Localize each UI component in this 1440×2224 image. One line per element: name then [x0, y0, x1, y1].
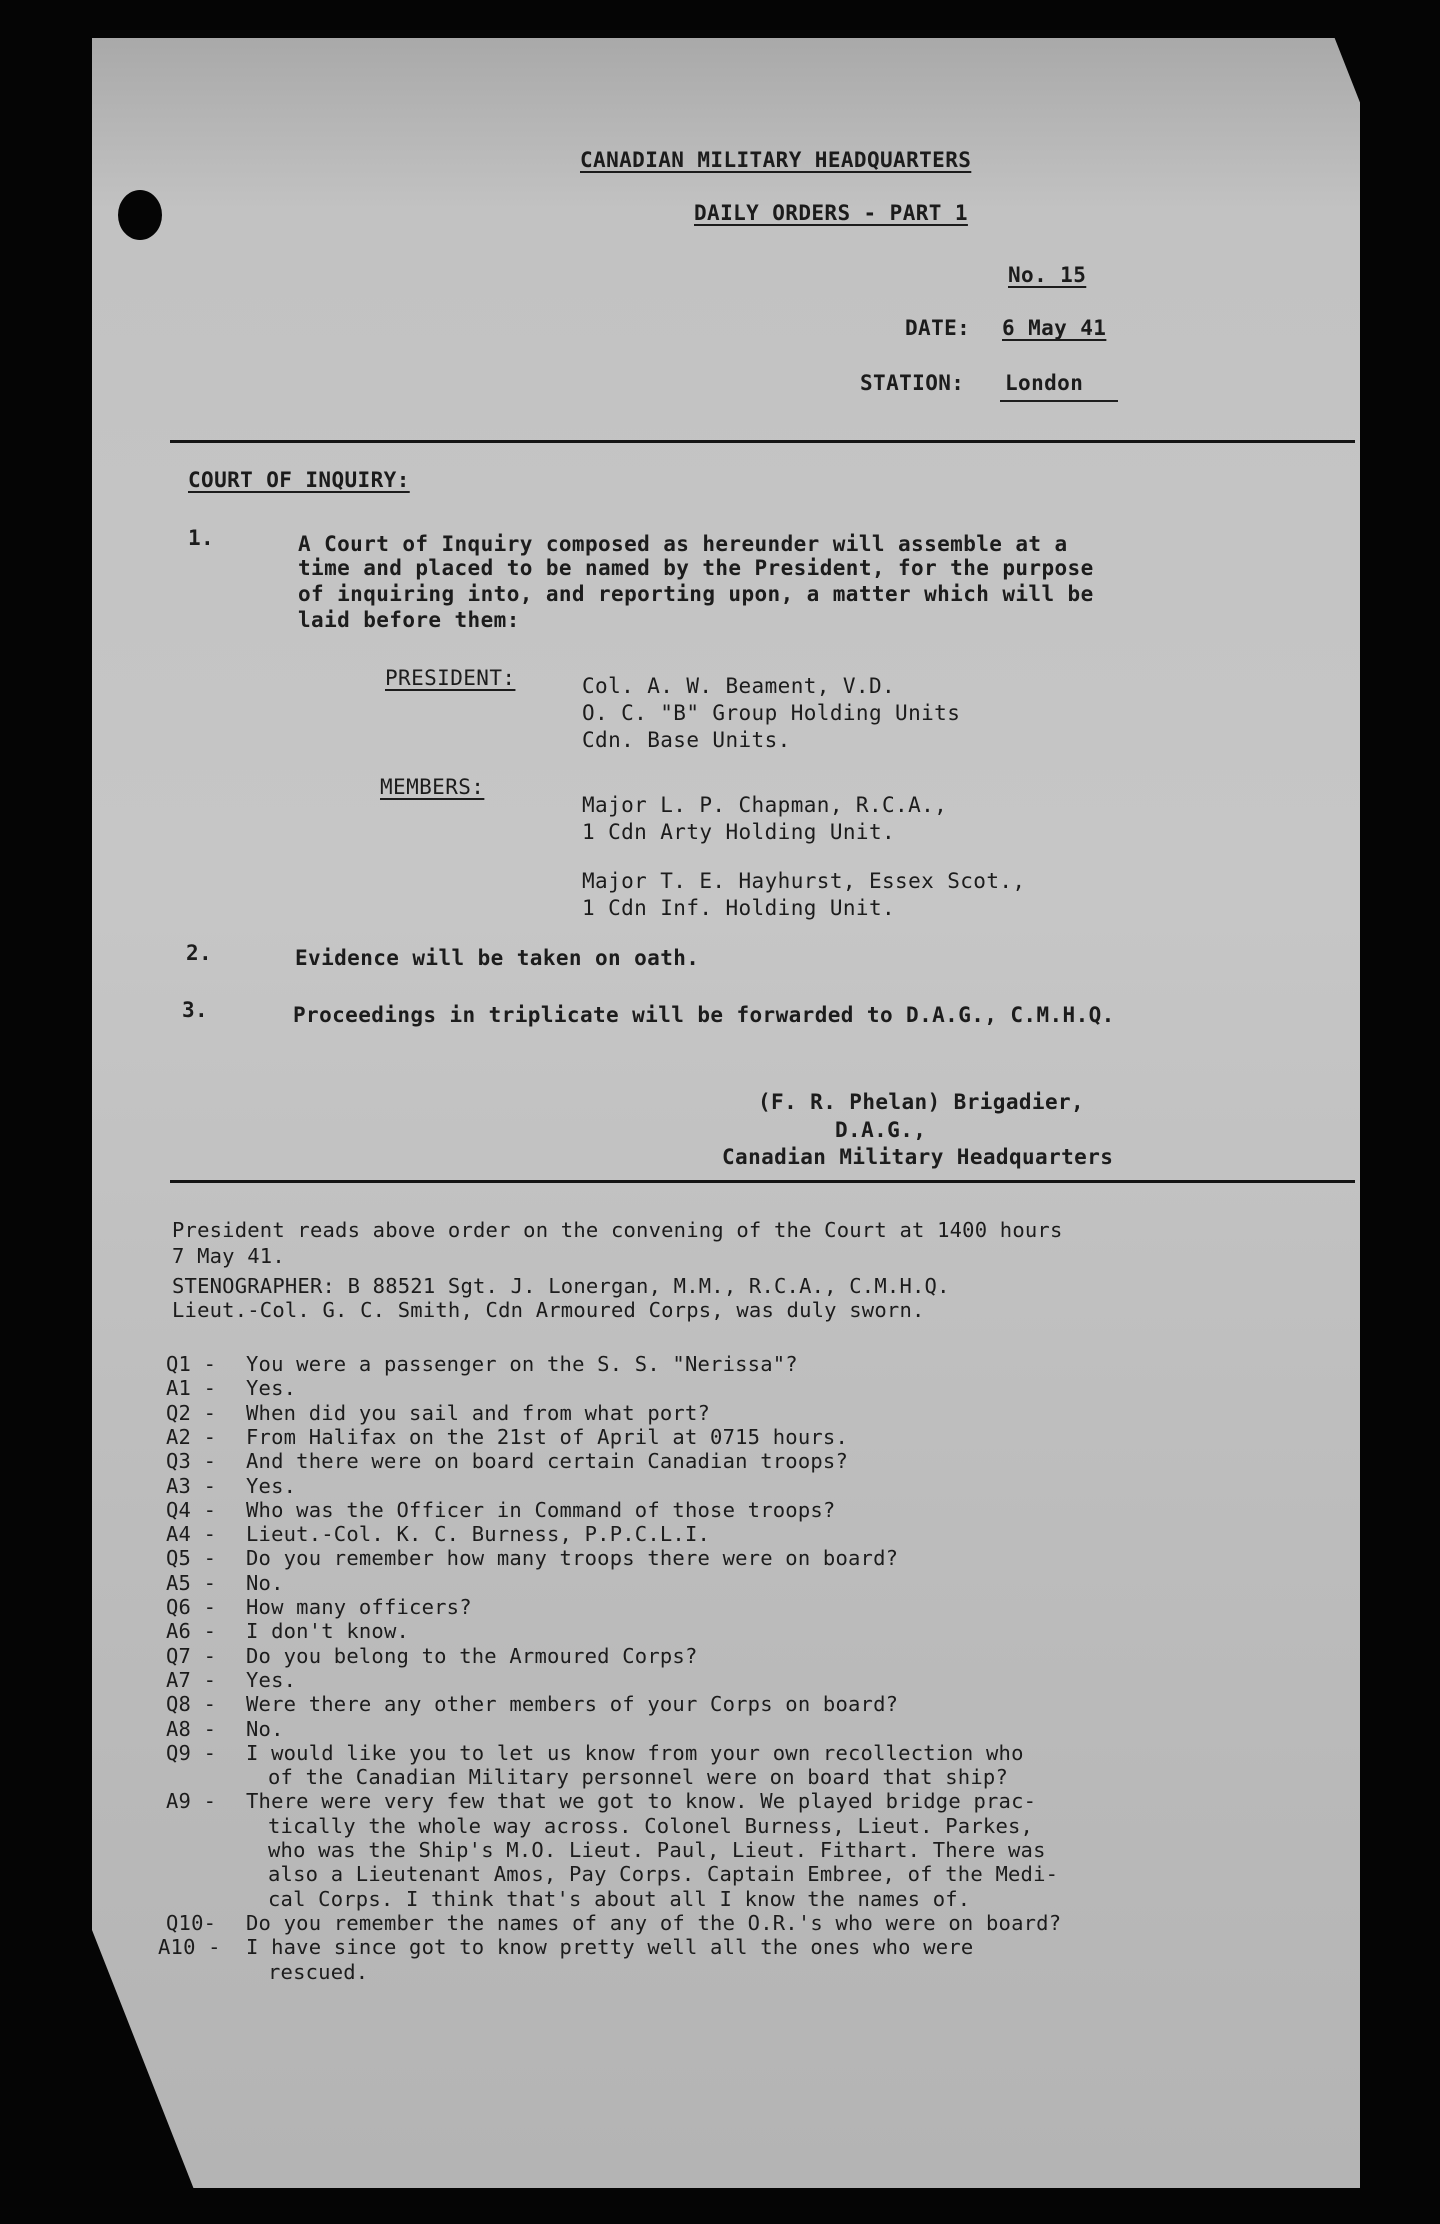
para1-line-3: of inquiring into, and reporting upon, a matter which will be [298, 582, 1094, 606]
para3-text: Proceedings in triplicate will be forwarded to D.A.G., C.M.H.Q. [293, 1003, 1115, 1027]
date-label: DATE: [905, 316, 971, 340]
para1-number: 1. [188, 526, 215, 550]
qa-tag: A5 - [166, 1570, 217, 1595]
signature-line-2: D.A.G., [835, 1118, 927, 1142]
station-label: STATION: [860, 371, 965, 395]
president-line-3: Cdn. Base Units. [582, 728, 791, 752]
qa-text-line: And there were on board certain Canadian troops? [246, 1449, 849, 1474]
member2-line-1: Major T. E. Hayhurst, Essex Scot., [582, 869, 1026, 893]
qa-tag: A10 - [158, 1935, 221, 1960]
qa-tag: Q9 - [166, 1740, 217, 1765]
president-label: PRESIDENT: [385, 666, 516, 690]
para1-line-4: laid before them: [298, 608, 520, 632]
qa-tag: A8 - [166, 1716, 217, 1741]
qa-tag: Q1 - [166, 1352, 217, 1376]
qa-tag: A7 - [166, 1667, 217, 1692]
qa-text-line: Who was the Officer in Command of those troops? [246, 1497, 836, 1522]
document-subtitle: DAILY ORDERS - PART 1 [694, 201, 968, 225]
intro-line-1: President reads above order on the convening of the Court at 1400 hours [172, 1218, 1063, 1242]
qa-tag: Q10- [166, 1910, 217, 1935]
qa-text-line: tically the whole way across. Colonel Burness, Lieut. Parkes, [268, 1813, 1034, 1838]
qa-text-line: rescued. [268, 1959, 369, 1984]
qa-tag: Q7 - [166, 1643, 217, 1668]
intro-line-4: Lieut.-Col. G. C. Smith, Cdn Armoured Corps, was duly sworn. [172, 1298, 925, 1322]
station-underline [1000, 400, 1118, 402]
qa-text-line: How many officers? [246, 1595, 472, 1619]
qa-text-line: Do you remember the names of any of the O.R.'s who were on board? [246, 1910, 1062, 1935]
members-label: MEMBERS: [380, 775, 485, 799]
para1-line-1: A Court of Inquiry composed as hereunder will assemble at a [298, 532, 1068, 556]
para1-line-2: time and placed to be named by the President, for the purpose [298, 556, 1094, 580]
qa-tag: Q2 - [166, 1400, 217, 1425]
qa-text-line: I have since got to know pretty well all the ones who were [246, 1935, 974, 1960]
header-rule [170, 440, 1355, 443]
intro-line-2: 7 May 41. [172, 1244, 285, 1268]
qa-text-line: cal Corps. I think that's about all I know the names of. [268, 1886, 971, 1911]
qa-text-line: Yes. [246, 1473, 297, 1498]
qa-tag: A3 - [166, 1473, 217, 1498]
qa-text-line: No. [246, 1716, 284, 1741]
qa-tag: A9 - [166, 1789, 217, 1814]
qa-text-line: No. [246, 1570, 284, 1595]
qa-text-line: Yes. [246, 1667, 297, 1692]
para2-number: 2. [186, 941, 213, 965]
qa-text-line: You were a passenger on the S. S. "Nerissa"? [246, 1352, 798, 1376]
qa-text-line: When did you sail and from what port? [246, 1400, 711, 1425]
qa-text-line: Yes. [246, 1376, 297, 1401]
qa-tag: A1 - [166, 1376, 217, 1401]
member1-line-1: Major L. P. Chapman, R.C.A., [582, 793, 948, 817]
qa-tag: Q6 - [166, 1595, 217, 1619]
order-end-rule [170, 1180, 1355, 1183]
qa-tag: A2 - [166, 1424, 217, 1449]
qa-text-line: There were very few that we got to know. We played bridge prac- [246, 1789, 1037, 1814]
qa-text-line: who was the Ship's M.O. Lieut. Paul, Lieut. Fithart. There was [268, 1838, 1046, 1862]
qa-text-line: I don't know. [246, 1619, 410, 1644]
signature-line-1: (F. R. Phelan) Brigadier, [758, 1090, 1085, 1114]
signature-line-3: Canadian Military Headquarters [722, 1145, 1114, 1169]
qa-tag: A6 - [166, 1619, 217, 1644]
qa-text-line: I would like you to let us know from your own recollection who [246, 1740, 1024, 1765]
qa-text-line: From Halifax on the 21st of April at 0715 hours. [246, 1424, 849, 1449]
qa-text-line: of the Canadian Military personnel were on board that ship? [268, 1765, 1008, 1790]
president-line-1: Col. A. W. Beament, V.D. [582, 674, 896, 698]
document-title: CANADIAN MILITARY HEADQUARTERS [580, 148, 972, 172]
member1-line-2: 1 Cdn Arty Holding Unit. [582, 820, 896, 844]
qa-tag: A4 - [166, 1522, 217, 1547]
qa-text-line: Do you belong to the Armoured Corps? [246, 1643, 698, 1668]
date-value: 6 May 41 [1002, 316, 1107, 340]
president-line-2: O. C. "B" Group Holding Units [582, 701, 961, 725]
punch-hole [118, 190, 162, 240]
qa-text-line: Were there any other members of your Corps on board? [246, 1692, 899, 1717]
para2-text: Evidence will be taken on oath. [295, 946, 700, 970]
qa-tag: Q3 - [166, 1449, 217, 1474]
order-number: No. 15 [1008, 263, 1087, 287]
section-heading: COURT OF INQUIRY: [188, 468, 410, 492]
qa-tag: Q4 - [166, 1497, 217, 1522]
intro-line-3: STENOGRAPHER: B 88521 Sgt. J. Lonergan, M.M., R.C.A., C.M.H.Q. [172, 1274, 950, 1298]
qa-tag: Q8 - [166, 1692, 217, 1717]
qa-text-line: also a Lieutenant Amos, Pay Corps. Captain Embree, of the Medi- [268, 1862, 1059, 1887]
qa-text-line: Lieut.-Col. K. C. Burness, P.P.C.L.I. [246, 1522, 711, 1547]
qa-tag: Q5 - [166, 1546, 217, 1571]
member2-line-2: 1 Cdn Inf. Holding Unit. [582, 896, 896, 920]
station-value: London [1005, 371, 1084, 395]
qa-text-line: Do you remember how many troops there were on board? [246, 1546, 899, 1571]
para3-number: 3. [182, 998, 209, 1022]
